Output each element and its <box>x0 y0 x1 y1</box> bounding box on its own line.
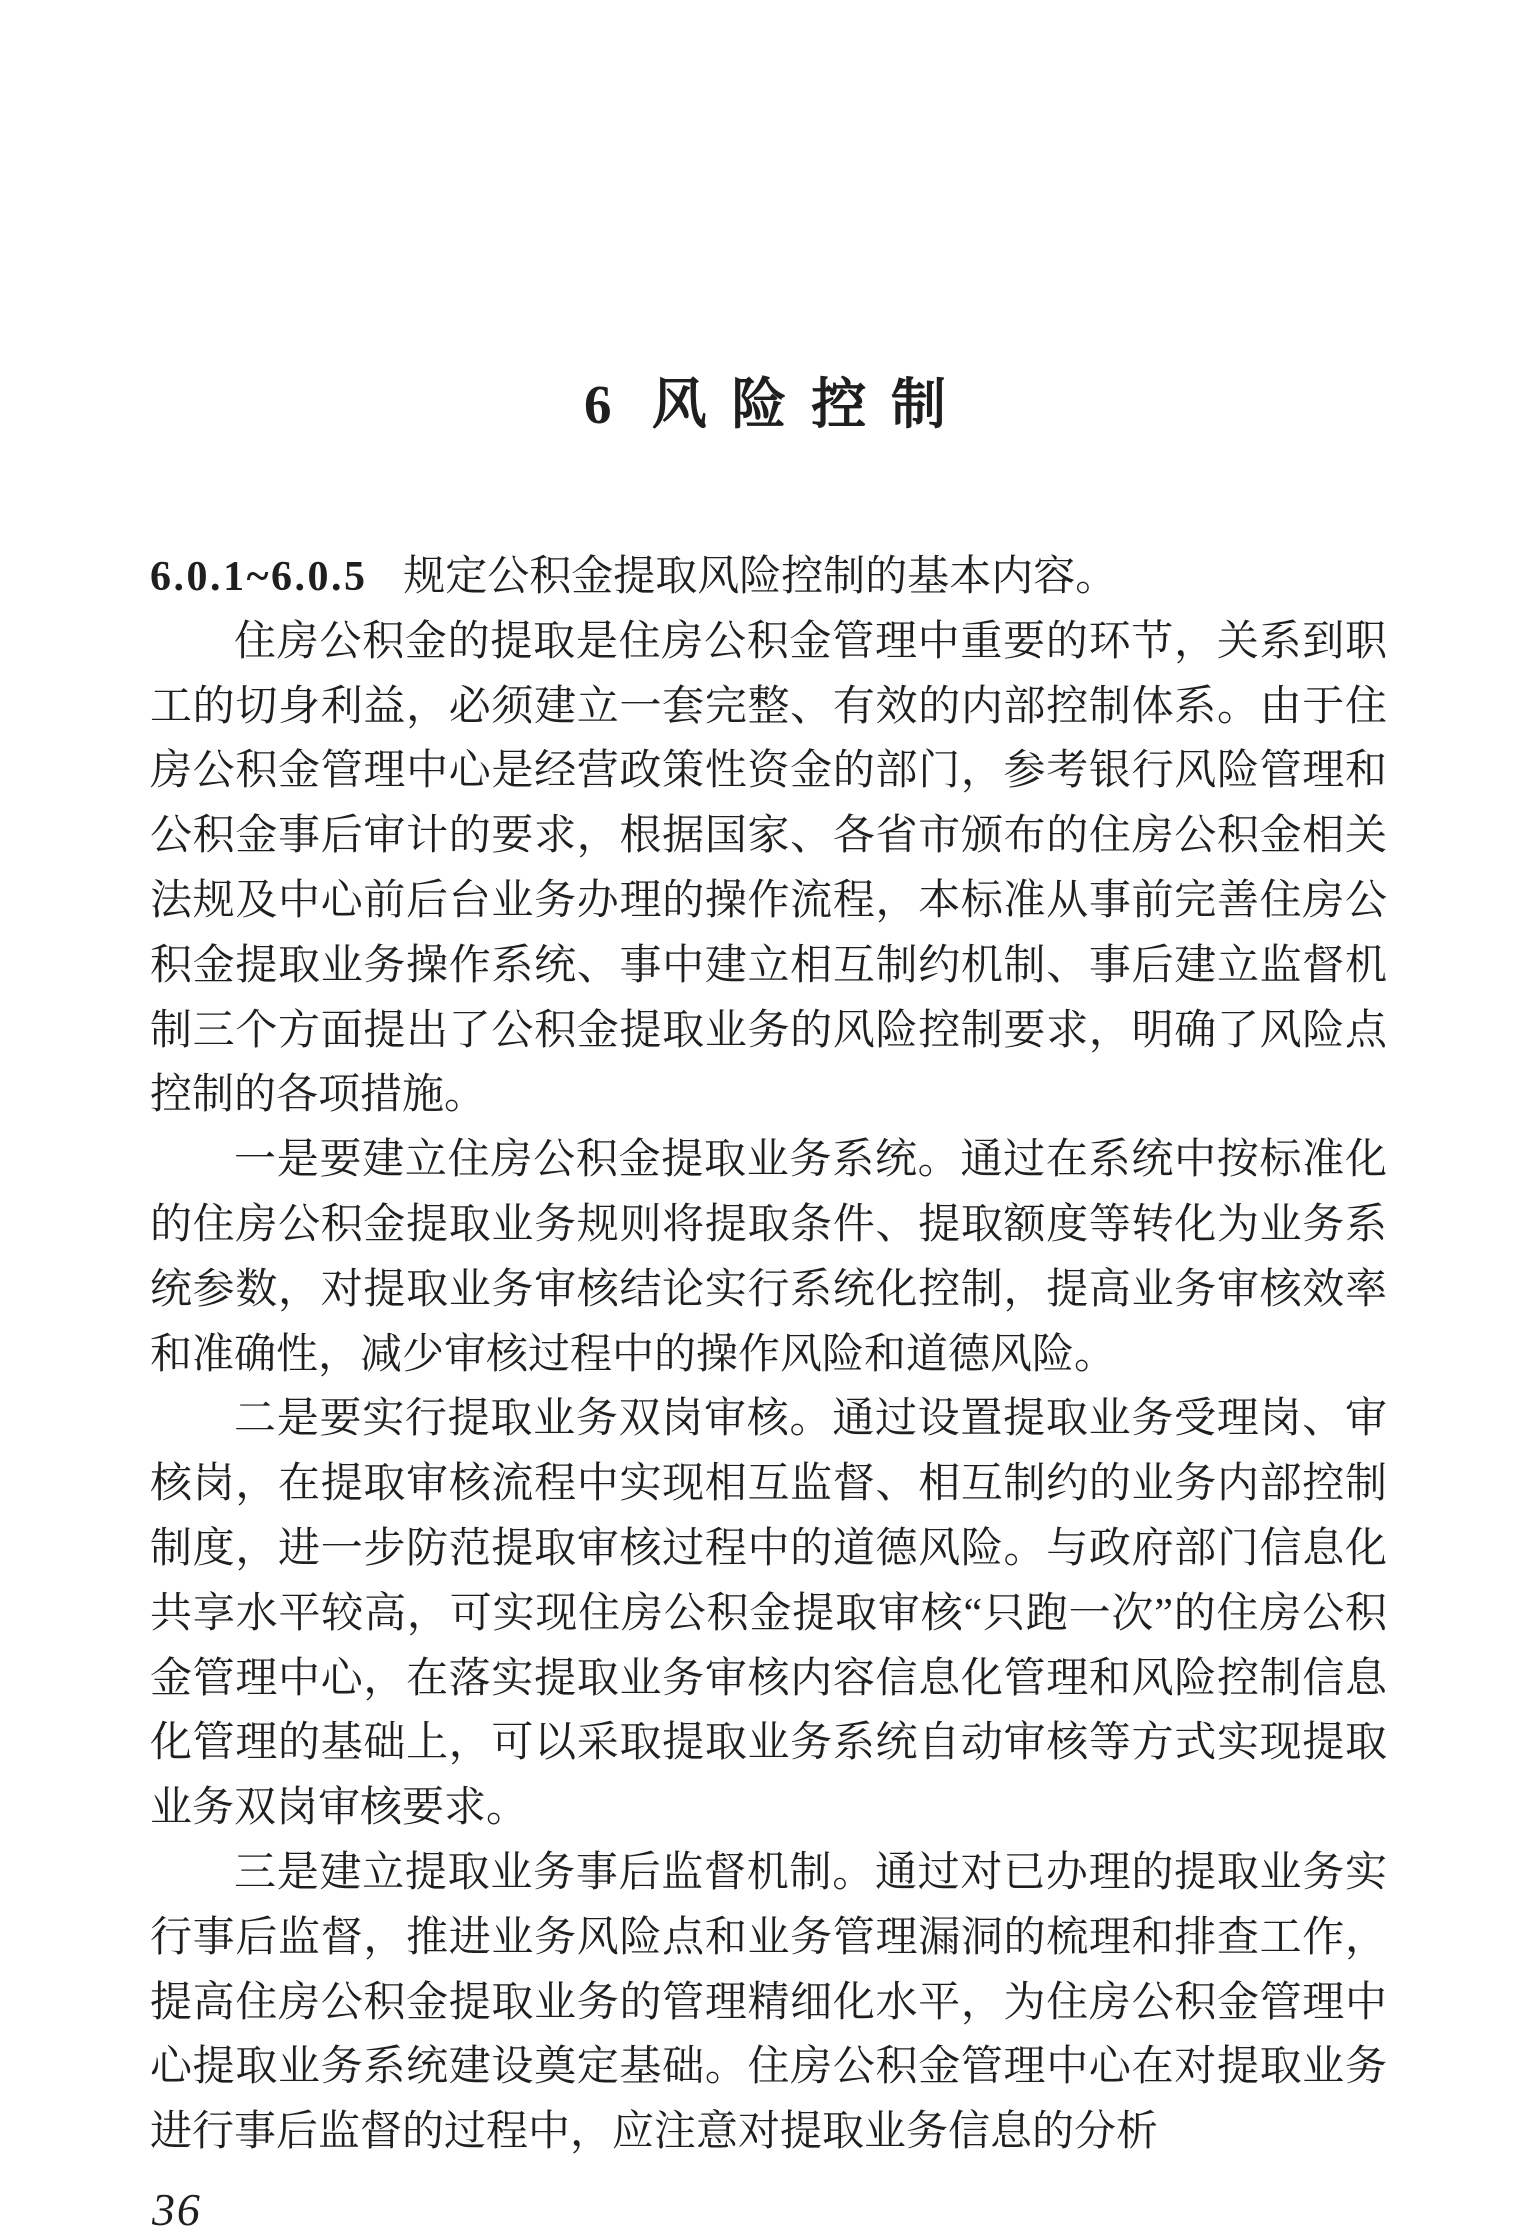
paragraph-point-two: 二是要实行提取业务双岗审核。通过设置提取业务受理岗、审核岗，在提取审核流程中实现相互监督、相互制约的业务内部控制制度，进一步防范提取审核过程中的道德风险。与政府部门信息化共享水平较高，可实现住房公积金提取审核“只跑一次”的住房公积金管理中心，在落实提取业务审核内容信息化管理和风险控制信息化管理的基础上，可以采取提取业务系统自动审核等方式实现提取业务双岗审核要求。 <box>150 1396 1387 1832</box>
page-number: 36 <box>152 2184 202 2235</box>
document-body <box>150 545 1387 2165</box>
clause-summary-text: 规定公积金提取风险控制的基本内容。 <box>403 554 1118 600</box>
chapter-number: 6 <box>584 374 637 435</box>
paragraph-point-one: 一是要建立住房公积金提取业务系统。通过在系统中按标准化的住房公积金提取业务规则将提取条件、提取额度等转化为业务系统参数，对提取业务审核结论实行系统化控制，提高业务审核效率和准确性，减少审核过程中的操作风险和道德风险。 <box>150 1137 1387 1378</box>
paragraph-point-three: 三是建立提取业务事后监督机制。通过对已办理的提取业务实行事后监督，推进业务风险点和业务管理漏洞的梳理和排查工作，提高住房公积金提取业务的管理精细化水平，为住房公积金管理中心提取业务系统建设奠定基础。住房公积金管理中心在对提取业务进行事后监督的过程中，应注意对提取业务信息的分析 <box>150 1849 1387 2156</box>
clause-summary-paragraph <box>150 545 1387 610</box>
chapter-title <box>0 360 1530 439</box>
chapter-name: 风险控制 <box>651 374 971 435</box>
clause-range-label: 6.0.1~6.0.5 <box>150 554 368 600</box>
paragraph-overview: 住房公积金的提取是住房公积金管理中重要的环节，关系到职工的切身利益，必须建立一套完整、有效的内部控制体系。由于住房公积金管理中心是经营政策性资金的部门，参考银行风险管理和公积金事后审计的要求，根据国家、各省市颁布的住房公积金相关法规及中心前后台业务办理的操作流程，本标准从事前完善住房公积金提取业务操作系统、事中建立相互制约机制、事后建立监督机制三个方面提出了公积金提取业务的风险控制要求，明确了风险点控制的各项措施。 <box>150 618 1387 1119</box>
